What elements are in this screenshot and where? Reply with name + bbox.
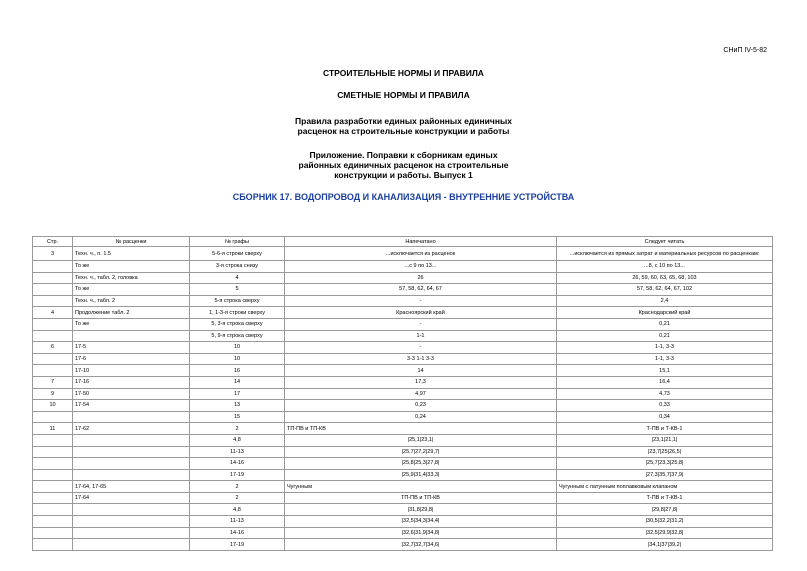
heading-line: расценок на строительные конструкции и работы — [297, 126, 510, 136]
heading-line: конструкции и работы. Выпуск 1 — [334, 170, 473, 180]
table-row — [33, 469, 773, 481]
page-cell — [33, 330, 73, 342]
table-row — [33, 492, 773, 504]
rate-cell: 17-5 — [73, 342, 190, 354]
page-cell — [33, 353, 73, 365]
should-read-cell: |34,1|37|39,2| — [557, 539, 773, 551]
should-read-cell: Краснодарский край — [557, 307, 773, 319]
printed-cell: 14 — [285, 365, 557, 377]
should-read-cell: ...8, с 10 по 13... — [557, 261, 773, 273]
table-row — [33, 458, 773, 470]
column-cell: 2 — [190, 423, 285, 435]
column-cell: 1, 1-3-я строки сверху — [190, 307, 285, 319]
should-read-cell: Т-ПВ и Т-КВ-1 — [557, 423, 773, 435]
table-row — [33, 446, 773, 458]
page-cell — [33, 261, 73, 273]
printed-cell: - — [285, 295, 557, 307]
printed-cell: 3-3 1-1 3-3 — [285, 353, 557, 365]
table-body — [33, 247, 773, 551]
page-cell — [33, 434, 73, 446]
should-read-cell: |32,5|29,9|32,8| — [557, 527, 773, 539]
page-cell: 3 — [33, 247, 73, 261]
table-row — [33, 247, 773, 261]
should-read-cell: 0,21 — [557, 318, 773, 330]
column-cell: 5-я строка сверху — [190, 295, 285, 307]
printed-cell: |25,9|31,4|33,3| — [285, 469, 557, 481]
rate-cell: 17-6 — [73, 353, 190, 365]
page-cell — [33, 481, 73, 493]
printed-cell: ТП-ПВ и ТП-КВ — [285, 492, 557, 504]
col-header-should-read: Следует читать — [557, 237, 773, 247]
page-cell — [33, 492, 73, 504]
table-row — [33, 527, 773, 539]
printed-cell: |32,7|32,7|34,6| — [285, 539, 557, 551]
column-cell: 2 — [190, 481, 285, 493]
printed-cell: |32,6|31,9|34,8| — [285, 527, 557, 539]
should-read-cell: 2,4 — [557, 295, 773, 307]
rate-cell: 17-16 — [73, 376, 190, 388]
page-cell: 6 — [33, 342, 73, 354]
column-cell: 11-13 — [190, 446, 285, 458]
table-header-row — [33, 237, 773, 247]
printed-cell: 1-1 — [285, 330, 557, 342]
column-cell: 5 — [190, 284, 285, 296]
column-cell: 15 — [190, 411, 285, 423]
rate-cell: 17-10 — [73, 365, 190, 377]
page-cell — [33, 365, 73, 377]
table-row — [33, 261, 773, 273]
printed-cell: 4,97 — [285, 388, 557, 400]
rate-cell: 17-64 — [73, 492, 190, 504]
should-read-cell: 16,4 — [557, 376, 773, 388]
column-cell: 16 — [190, 365, 285, 377]
rate-cell: То же — [73, 318, 190, 330]
column-cell: 4,8 — [190, 434, 285, 446]
should-read-cell: 0,21 — [557, 330, 773, 342]
table-row — [33, 330, 773, 342]
should-read-cell: |23,7|25|26,5| — [557, 446, 773, 458]
printed-cell: 57, 58, 62, 64, 67 — [285, 284, 557, 296]
rate-cell — [73, 458, 190, 470]
rate-cell: То же — [73, 284, 190, 296]
rate-cell — [73, 504, 190, 516]
column-cell: 5-6-я строки сверху — [190, 247, 285, 261]
errata-table — [32, 236, 773, 551]
page-cell: 9 — [33, 388, 73, 400]
table-row — [33, 539, 773, 551]
should-read-cell: |29,8|27,8| — [557, 504, 773, 516]
column-cell: 14-16 — [190, 458, 285, 470]
column-cell: 17 — [190, 388, 285, 400]
printed-cell: |32,5|34,3|34,4| — [285, 516, 557, 528]
should-read-cell: Чугунным с латунным поплавковым клапаном — [557, 481, 773, 493]
table-row — [33, 307, 773, 319]
page-cell: 7 — [33, 376, 73, 388]
rate-cell — [73, 330, 190, 342]
column-cell: 13 — [190, 400, 285, 412]
printed-cell: - — [285, 318, 557, 330]
printed-cell: 0,24 — [285, 411, 557, 423]
printed-cell: ...с 9 по 13... — [285, 261, 557, 273]
column-cell: 5, 9-я строка сверху — [190, 330, 285, 342]
column-cell: 10 — [190, 342, 285, 354]
page-cell — [33, 318, 73, 330]
should-read-cell: |30,5|32,2|31,2| — [557, 516, 773, 528]
heading-line: Приложение. Поправки к сборникам единых — [309, 150, 498, 160]
should-read-cell: 57, 58, 62, 64, 67, 102 — [557, 284, 773, 296]
should-read-cell: |25,7|23,3|25,8| — [557, 458, 773, 470]
rate-cell: Техн. ч., табл. 2 — [73, 295, 190, 307]
printed-cell: 0,23 — [285, 400, 557, 412]
rate-cell — [73, 516, 190, 528]
printed-cell: 17,3 — [285, 376, 557, 388]
page-cell — [33, 469, 73, 481]
table-row — [33, 481, 773, 493]
table-row — [33, 400, 773, 412]
page-cell — [33, 504, 73, 516]
rate-cell: Продолжение табл. 2 — [73, 307, 190, 319]
heading-line: СТРОИТЕЛЬНЫЕ НОРМЫ И ПРАВИЛА — [323, 68, 484, 78]
table-row — [33, 272, 773, 284]
printed-cell: Чугунным — [285, 481, 557, 493]
should-read-cell: 1-1, 3-3 — [557, 353, 773, 365]
column-cell: 11-13 — [190, 516, 285, 528]
appendix-title — [0, 150, 807, 180]
page-cell: 10 — [33, 400, 73, 412]
table-row — [33, 376, 773, 388]
column-cell: 14 — [190, 376, 285, 388]
page-cell — [33, 539, 73, 551]
rate-cell — [73, 539, 190, 551]
should-read-cell: 15,1 — [557, 365, 773, 377]
should-read-cell: |23,1|21,1| — [557, 434, 773, 446]
rate-cell — [73, 446, 190, 458]
should-read-cell: Т-ПВ и Т-КВ-1 — [557, 492, 773, 504]
page-cell — [33, 458, 73, 470]
page-cell — [33, 295, 73, 307]
page-cell — [33, 527, 73, 539]
subtitle — [0, 90, 807, 100]
printed-cell: ...исключается из расценок — [285, 247, 557, 261]
should-read-cell: ...исключается из прямых затрат и материальных ресурсов по расценкам: — [557, 247, 773, 261]
printed-cell: |31,8|29,8| — [285, 504, 557, 516]
table-row — [33, 284, 773, 296]
page-cell — [33, 446, 73, 458]
page-cell: 11 — [33, 423, 73, 435]
column-cell: 4 — [190, 272, 285, 284]
printed-cell: Красноярский край — [285, 307, 557, 319]
printed-cell: |25,1|23,1| — [285, 434, 557, 446]
column-cell: 5, 3-я строка сверху — [190, 318, 285, 330]
table-row — [33, 434, 773, 446]
rate-cell: То же — [73, 261, 190, 273]
should-read-cell: 1-1, 3-3 — [557, 342, 773, 354]
table-row — [33, 318, 773, 330]
rate-cell — [73, 434, 190, 446]
heading-line: Правила разработки единых районных единичных — [295, 116, 512, 126]
table-row — [33, 423, 773, 435]
printed-cell: ТП-ПВ и ТП-КВ — [285, 423, 557, 435]
column-cell: 17-19 — [190, 539, 285, 551]
heading-line: СМЕТНЫЕ НОРМЫ И ПРАВИЛА — [337, 90, 470, 100]
table-row — [33, 516, 773, 528]
printed-cell: - — [285, 342, 557, 354]
table-row — [33, 411, 773, 423]
page-cell — [33, 272, 73, 284]
printed-cell: |25,7|27,2|29,7| — [285, 446, 557, 458]
document-code: СНиП IV-5-82 — [723, 47, 767, 54]
column-cell: 17-19 — [190, 469, 285, 481]
column-cell: 3-я строка снизу — [190, 261, 285, 273]
rate-cell: 17-62 — [73, 423, 190, 435]
rate-cell — [73, 527, 190, 539]
page-cell: 4 — [33, 307, 73, 319]
should-read-cell: 26, 59, 60, 63, 65, 68, 103 — [557, 272, 773, 284]
should-read-cell: 4,73 — [557, 388, 773, 400]
rate-cell: 17-50 — [73, 388, 190, 400]
heading-line: районных единичных расценок на строительные — [298, 160, 509, 170]
table-row — [33, 365, 773, 377]
table-row — [33, 388, 773, 400]
rate-cell — [73, 411, 190, 423]
should-read-cell: |27,3|35,7|37,9| — [557, 469, 773, 481]
column-cell: 10 — [190, 353, 285, 365]
should-read-cell: 0,34 — [557, 411, 773, 423]
table-row — [33, 504, 773, 516]
col-header-column: № графы — [190, 237, 285, 247]
collection-title: СБОРНИК 17. ВОДОПРОВОД И КАНАЛИЗАЦИЯ - ВНУТРЕННИЕ УСТРОЙСТВА — [232, 192, 575, 202]
printed-cell: |25,8|25,3|27,8| — [285, 458, 557, 470]
col-header-rate: № расценки — [73, 237, 190, 247]
column-cell: 14-16 — [190, 527, 285, 539]
table-row — [33, 295, 773, 307]
col-header-page: Стр. — [33, 237, 73, 247]
rate-cell: Техн. ч., табл. 2, головка — [73, 272, 190, 284]
column-cell: 2 — [190, 492, 285, 504]
rate-cell: Техн. ч., п. 1.5 — [73, 247, 190, 261]
page-cell — [33, 284, 73, 296]
rate-cell — [73, 469, 190, 481]
page-cell — [33, 411, 73, 423]
rate-cell: 17-54 — [73, 400, 190, 412]
col-header-printed: Напечатано — [285, 237, 557, 247]
printed-cell: 26 — [285, 272, 557, 284]
table-row — [33, 353, 773, 365]
title — [0, 68, 807, 78]
table-row — [33, 342, 773, 354]
column-cell: 4,8 — [190, 504, 285, 516]
should-read-cell: 0,33 — [557, 400, 773, 412]
page-cell — [33, 516, 73, 528]
rules-title — [0, 116, 807, 136]
rate-cell: 17-64, 17-65 — [73, 481, 190, 493]
